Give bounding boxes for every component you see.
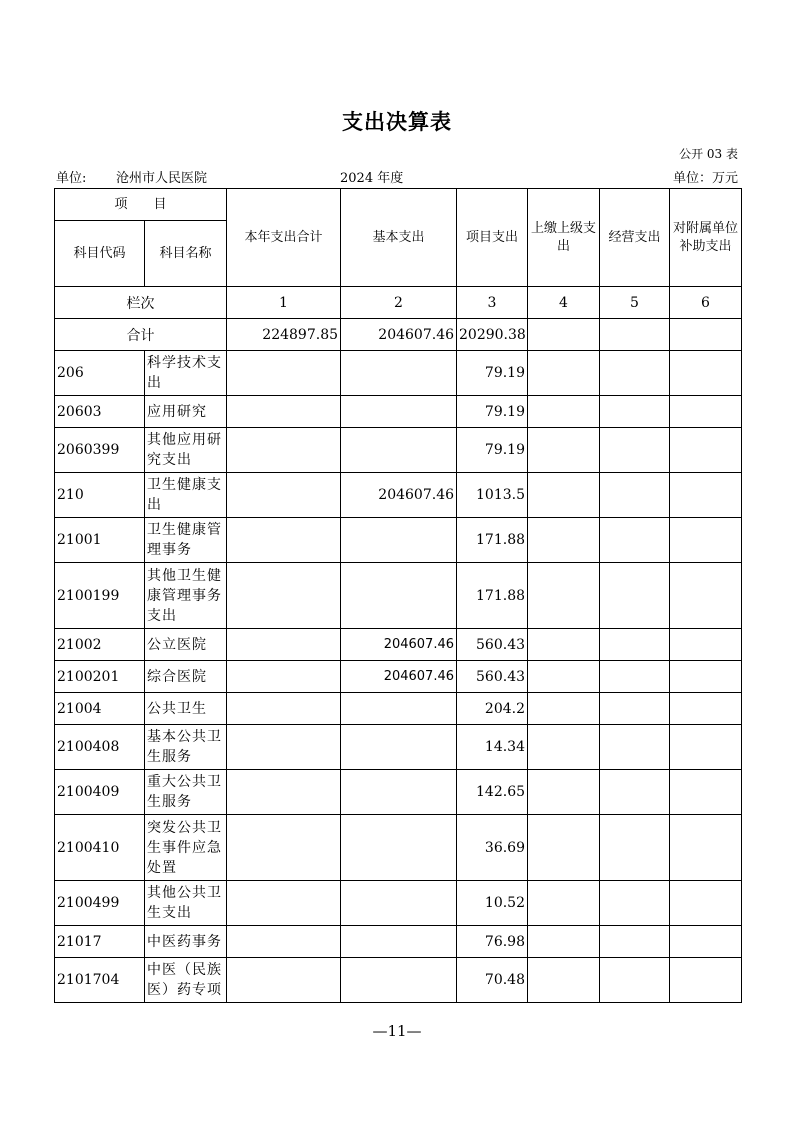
row-upper — [528, 396, 600, 428]
row-subsidy — [670, 396, 742, 428]
row-project: 560.43 — [457, 629, 528, 661]
row-business — [600, 926, 670, 958]
table-row — [55, 926, 742, 958]
row-name: 综合医院 — [145, 661, 227, 693]
row-project: 560.43 — [457, 661, 528, 693]
row-subsidy — [670, 725, 742, 770]
row-total — [227, 563, 341, 629]
row-basic — [341, 958, 457, 1003]
row-project: 171.88 — [457, 518, 528, 563]
row-code: 2100408 — [55, 725, 145, 770]
col-index-label: 栏次 — [55, 287, 227, 319]
row-name: 应用研究 — [145, 396, 227, 428]
row-upper — [528, 693, 600, 725]
row-upper — [528, 725, 600, 770]
row-name: 公共卫生 — [145, 693, 227, 725]
expenditure-table — [54, 188, 742, 1003]
row-upper — [528, 815, 600, 881]
row-total — [227, 428, 341, 473]
header-subsidy: 对附属单位补助支出 — [670, 189, 742, 287]
row-code: 21017 — [55, 926, 145, 958]
row-code: 2100499 — [55, 881, 145, 926]
row-business — [600, 629, 670, 661]
page-number: —11— — [372, 1022, 422, 1040]
row-upper — [528, 563, 600, 629]
row-subsidy — [670, 428, 742, 473]
table-row — [55, 815, 742, 881]
row-business — [600, 958, 670, 1003]
total-row-subsidy — [670, 319, 742, 351]
row-total — [227, 926, 341, 958]
header-basic: 基本支出 — [341, 189, 457, 287]
header-total: 本年支出合计 — [227, 189, 341, 287]
row-upper — [528, 351, 600, 396]
row-basic — [341, 428, 457, 473]
header-upper: 上缴上级支出 — [528, 189, 600, 287]
page-title: 支出决算表 — [342, 109, 452, 134]
row-basic — [341, 770, 457, 815]
total-row-business — [600, 319, 670, 351]
row-name: 公立医院 — [145, 629, 227, 661]
row-project: 76.98 — [457, 926, 528, 958]
row-code: 2101704 — [55, 958, 145, 1003]
row-project: 10.52 — [457, 881, 528, 926]
total-row-upper — [528, 319, 600, 351]
row-subsidy — [670, 958, 742, 1003]
row-project: 36.69 — [457, 815, 528, 881]
row-subsidy — [670, 473, 742, 518]
report-year: 2024 年度 — [340, 171, 404, 186]
row-name: 科学技术支出 — [145, 351, 227, 396]
row-business — [600, 881, 670, 926]
table-row — [55, 661, 742, 693]
row-name: 中医（民族医）药专项 — [145, 958, 227, 1003]
row-code: 2100409 — [55, 770, 145, 815]
row-subsidy — [670, 629, 742, 661]
header-code: 科目代码 — [55, 221, 145, 287]
row-subsidy — [670, 926, 742, 958]
row-basic — [341, 563, 457, 629]
row-basic — [341, 518, 457, 563]
row-basic — [341, 725, 457, 770]
row-basic — [341, 881, 457, 926]
table-row — [55, 629, 742, 661]
row-basic: 204607.46 — [341, 473, 457, 518]
row-business — [600, 693, 670, 725]
row-code: 21001 — [55, 518, 145, 563]
col-index-1: 1 — [227, 287, 341, 319]
row-code: 2060399 — [55, 428, 145, 473]
row-name: 其他卫生健康管理事务支出 — [145, 563, 227, 629]
row-business — [600, 396, 670, 428]
row-business — [600, 473, 670, 518]
report-meta — [54, 167, 740, 185]
row-total — [227, 396, 341, 428]
row-total — [227, 351, 341, 396]
row-code: 2100410 — [55, 815, 145, 881]
total-row-basic: 204607.46 — [341, 319, 457, 351]
table-row — [55, 725, 742, 770]
row-basic: 204607.46 — [341, 661, 457, 693]
row-total — [227, 661, 341, 693]
row-basic — [341, 926, 457, 958]
row-project: 79.19 — [457, 428, 528, 473]
row-upper — [528, 926, 600, 958]
row-total — [227, 629, 341, 661]
row-project: 142.65 — [457, 770, 528, 815]
row-business — [600, 351, 670, 396]
row-subsidy — [670, 563, 742, 629]
row-total — [227, 815, 341, 881]
col-index-2: 2 — [341, 287, 457, 319]
row-name: 中医药事务 — [145, 926, 227, 958]
row-upper — [528, 518, 600, 563]
col-index-3: 3 — [457, 287, 528, 319]
row-total — [227, 770, 341, 815]
header-business: 经营支出 — [600, 189, 670, 287]
row-upper — [528, 958, 600, 1003]
row-code: 21002 — [55, 629, 145, 661]
header-project: 项目支出 — [457, 189, 528, 287]
table-row — [55, 770, 742, 815]
table-row — [55, 351, 742, 396]
row-project: 79.19 — [457, 351, 528, 396]
col-index-4: 4 — [528, 287, 600, 319]
row-name: 其他公共卫生支出 — [145, 881, 227, 926]
row-upper — [528, 629, 600, 661]
row-project: 204.2 — [457, 693, 528, 725]
row-name: 基本公共卫生服务 — [145, 725, 227, 770]
total-row-project: 20290.38 — [457, 319, 528, 351]
row-business — [600, 661, 670, 693]
row-code: 20603 — [55, 396, 145, 428]
row-upper — [528, 770, 600, 815]
row-business — [600, 518, 670, 563]
row-upper — [528, 428, 600, 473]
col-index-6: 6 — [670, 287, 742, 319]
row-project: 79.19 — [457, 396, 528, 428]
row-business — [600, 428, 670, 473]
table-row — [55, 563, 742, 629]
row-total — [227, 881, 341, 926]
header-item: 项 目 — [55, 189, 227, 221]
row-name: 其他应用研究支出 — [145, 428, 227, 473]
row-name: 卫生健康管理事务 — [145, 518, 227, 563]
table-row — [55, 693, 742, 725]
row-total — [227, 725, 341, 770]
col-index-5: 5 — [600, 287, 670, 319]
row-total — [227, 518, 341, 563]
row-code: 210 — [55, 473, 145, 518]
total-row-total: 224897.85 — [227, 319, 341, 351]
row-subsidy — [670, 693, 742, 725]
row-subsidy — [670, 770, 742, 815]
table-row — [55, 428, 742, 473]
row-project: 14.34 — [457, 725, 528, 770]
row-total — [227, 958, 341, 1003]
row-basic — [341, 351, 457, 396]
unit-name: 沧州市人民医院 — [116, 171, 208, 186]
table-row — [55, 881, 742, 926]
row-subsidy — [670, 518, 742, 563]
row-business — [600, 815, 670, 881]
row-subsidy — [670, 815, 742, 881]
row-project: 1013.5 — [457, 473, 528, 518]
table-row — [55, 958, 742, 1003]
table-row — [55, 473, 742, 518]
row-code: 206 — [55, 351, 145, 396]
row-subsidy — [670, 881, 742, 926]
row-code: 2100199 — [55, 563, 145, 629]
money-unit: 单位：万元 — [672, 171, 738, 186]
row-business — [600, 725, 670, 770]
row-upper — [528, 661, 600, 693]
row-code: 21004 — [55, 693, 145, 725]
form-number: 公开 03 表 — [679, 147, 738, 161]
row-business — [600, 770, 670, 815]
row-total — [227, 693, 341, 725]
table-row — [55, 396, 742, 428]
row-basic — [341, 396, 457, 428]
row-basic — [341, 693, 457, 725]
header-name: 科目名称 — [145, 221, 227, 287]
row-upper — [528, 881, 600, 926]
row-name: 突发公共卫生事件应急处置 — [145, 815, 227, 881]
row-project: 171.88 — [457, 563, 528, 629]
row-basic — [341, 815, 457, 881]
total-row-label: 合计 — [55, 319, 227, 351]
row-subsidy — [670, 661, 742, 693]
row-name: 重大公共卫生服务 — [145, 770, 227, 815]
row-subsidy — [670, 351, 742, 396]
unit-label: 单位: — [56, 171, 87, 186]
row-name: 卫生健康支出 — [145, 473, 227, 518]
row-total — [227, 473, 341, 518]
row-business — [600, 563, 670, 629]
row-upper — [528, 473, 600, 518]
table-row — [55, 518, 742, 563]
row-basic: 204607.46 — [341, 629, 457, 661]
row-project: 70.48 — [457, 958, 528, 1003]
row-code: 2100201 — [55, 661, 145, 693]
